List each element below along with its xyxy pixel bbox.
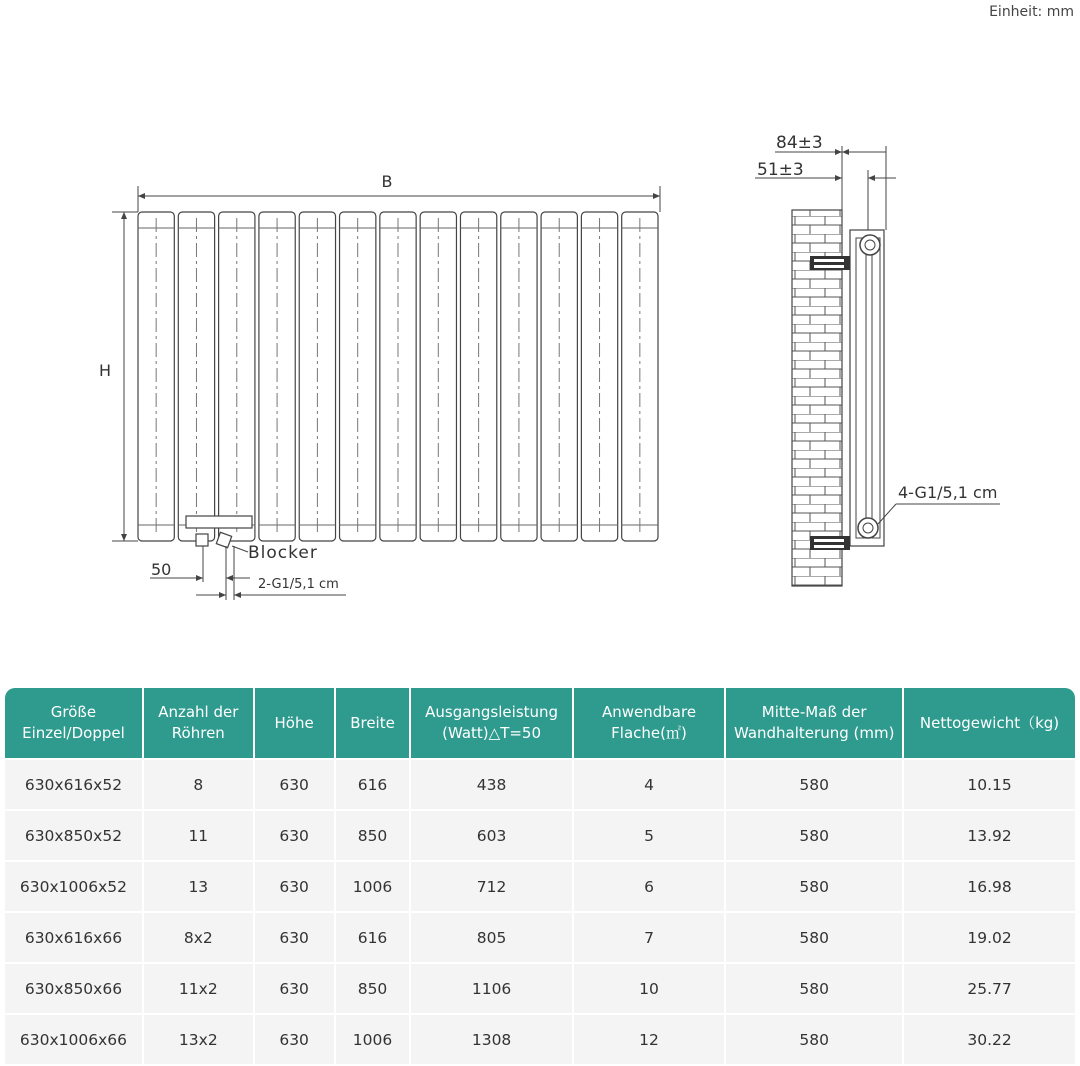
table-cell: 580 [726, 760, 902, 809]
table-cell: 630x616x66 [5, 913, 142, 962]
column-header-line1: Größe [50, 703, 97, 721]
table-cell: 630 [255, 1015, 334, 1064]
table-row [5, 811, 1075, 860]
table-cell: 10 [574, 964, 725, 1013]
table-cell: 630x1006x66 [5, 1015, 142, 1064]
column-header-line2: (Watt)△T=50 [442, 724, 542, 742]
table-row [5, 862, 1075, 911]
offset-label: 50 [151, 560, 172, 579]
table-cell: 19.02 [904, 913, 1075, 962]
table-cell: 1006 [336, 1015, 410, 1064]
column-header [5, 688, 142, 758]
table-cell: 8x2 [144, 913, 253, 962]
table-cell: 712 [411, 862, 571, 911]
column-header-line1: Anzahl der [158, 703, 239, 721]
table-cell: 11 [144, 811, 253, 860]
table-cell: 630 [255, 760, 334, 809]
spec-table [3, 686, 1077, 1066]
table-cell: 438 [411, 760, 571, 809]
table-header-row [5, 688, 1075, 758]
table-cell: 8 [144, 760, 253, 809]
table-cell: 580 [726, 862, 902, 911]
table-cell: 4 [574, 760, 725, 809]
table-cell: 1308 [411, 1015, 571, 1064]
column-header [144, 688, 253, 758]
table-cell: 805 [411, 913, 571, 962]
table-cell: 580 [726, 913, 902, 962]
column-header [904, 688, 1075, 758]
height-label: H [98, 361, 112, 380]
table-row [5, 1015, 1075, 1064]
table-cell: 13.92 [904, 811, 1075, 860]
table-cell: 12 [574, 1015, 725, 1064]
column-header-line1: Breite [350, 713, 395, 732]
table-cell: 13 [144, 862, 253, 911]
table-cell: 6 [574, 862, 725, 911]
column-header-line2: Flache(㎡) [611, 724, 687, 742]
table-cell: 616 [336, 913, 410, 962]
table-cell: 630 [255, 811, 334, 860]
radiator-tubes [138, 212, 658, 541]
table-row [5, 964, 1075, 1013]
valve [196, 534, 208, 546]
table-cell: 850 [336, 811, 410, 860]
column-header-line1: Ausgangsleistung [425, 703, 559, 721]
table-cell: 580 [726, 811, 902, 860]
table-cell: 30.22 [904, 1015, 1075, 1064]
unit-label: Einheit: mm [989, 4, 1074, 20]
table-cell: 7 [574, 913, 725, 962]
column-header-line2: Einzel/Doppel [22, 724, 125, 742]
table-cell: 580 [726, 964, 902, 1013]
column-header [726, 688, 902, 758]
table-cell: 630 [255, 964, 334, 1013]
table-cell: 10.15 [904, 760, 1075, 809]
table-cell: 630x850x66 [5, 964, 142, 1013]
column-header-line1: Höhe [274, 713, 314, 732]
table-cell: 11x2 [144, 964, 253, 1013]
front-connection-label: 2-G1/5,1 cm [258, 577, 339, 592]
table-cell: 1106 [411, 964, 571, 1013]
column-header [574, 688, 725, 758]
table-cell: 616 [336, 760, 410, 809]
column-header-line1: Nettogewicht（kg) [919, 713, 1060, 732]
table-cell: 580 [726, 1015, 902, 1064]
column-header-line2: Röhren [171, 724, 225, 742]
table-row [5, 913, 1075, 962]
table-cell: 5 [574, 811, 725, 860]
table-cell: 850 [336, 964, 410, 1013]
side-connection-label: 4-G1/5,1 cm [898, 483, 998, 502]
table-cell: 603 [411, 811, 571, 860]
depth-outer-label: 84±3 [776, 133, 823, 153]
table-cell: 1006 [336, 862, 410, 911]
table-cell: 630x1006x52 [5, 862, 142, 911]
width-label: B [381, 172, 393, 191]
table-cell: 630x616x52 [5, 760, 142, 809]
front-view [99, 172, 660, 600]
column-header [411, 688, 571, 758]
column-header-line2: Wandhalterung (mm) [733, 724, 895, 742]
blocker-label: Blocker [248, 543, 318, 563]
depth-inner-label: 51±3 [757, 160, 804, 180]
table-cell: 16.98 [904, 862, 1075, 911]
table-cell: 630 [255, 913, 334, 962]
bottom-pipe [186, 516, 252, 528]
column-header-line1: Anwendbare [601, 703, 697, 721]
column-header [336, 688, 410, 758]
table-body [5, 760, 1075, 1064]
table-row [5, 760, 1075, 809]
column-header-line1: Mitte-Maß der [761, 703, 867, 721]
table-cell: 630x850x52 [5, 811, 142, 860]
side-view [755, 133, 1000, 586]
table-cell: 630 [255, 862, 334, 911]
table-cell: 13x2 [144, 1015, 253, 1064]
table-cell: 25.77 [904, 964, 1075, 1013]
column-header [255, 688, 334, 758]
